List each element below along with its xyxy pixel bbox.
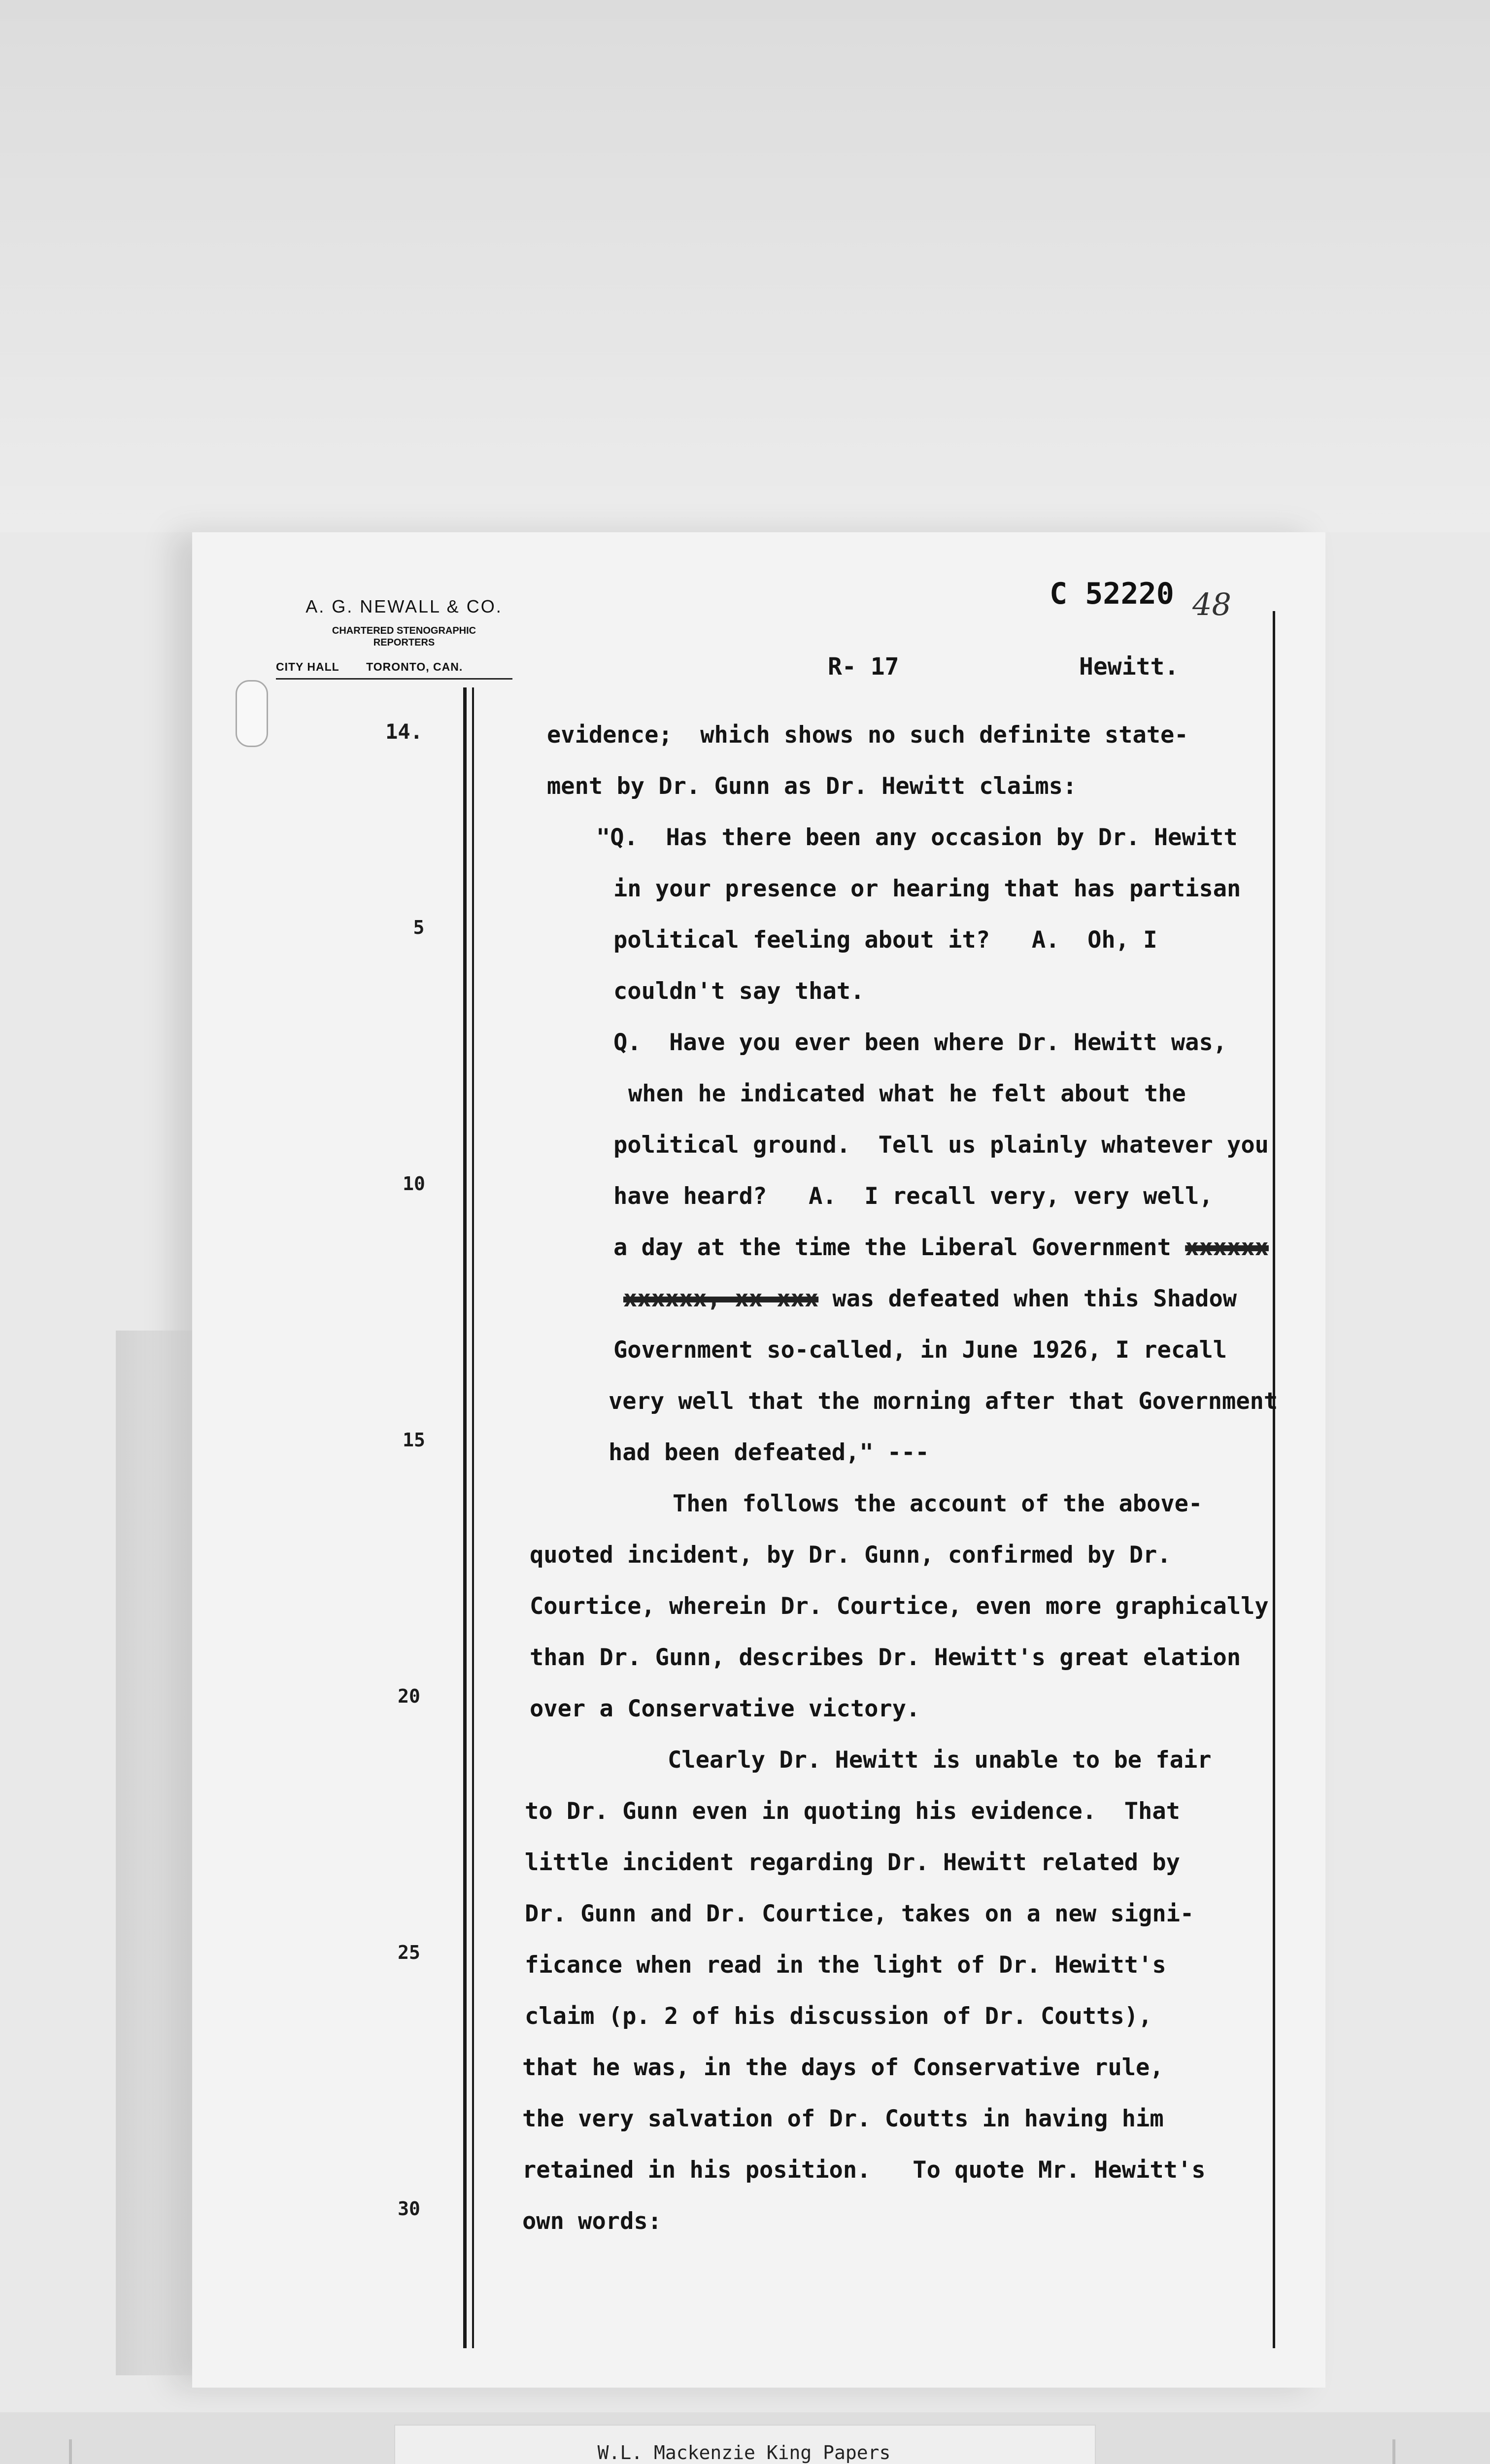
- letterhead-role-line1: CHARTERED STENOGRAPHIC: [332, 625, 476, 636]
- binder-hole: [236, 680, 268, 747]
- text-line-segment: was defeated when this Shadow: [832, 1285, 1237, 1312]
- text-line: the very salvation of Dr. Coutts in having him: [522, 2105, 1164, 2132]
- text-line: [613, 1233, 1269, 1263]
- text-line: Government so-called, in June 1926, I recall: [613, 1336, 1227, 1364]
- line-number: 20: [398, 1685, 420, 1707]
- line-number: 25: [398, 1942, 420, 1963]
- margin-rule-inner: [472, 687, 474, 2348]
- text-line: political feeling about it? A. Oh, I: [613, 926, 1157, 954]
- margin-rule: [463, 687, 467, 2348]
- letterhead-firm: A. G. NEWALL & CO.: [305, 596, 503, 616]
- line-number: 10: [403, 1173, 425, 1195]
- letterhead-location: [276, 660, 532, 674]
- struck-out-text: xxxxxx: [1185, 1234, 1269, 1261]
- line-number: 5: [413, 917, 425, 938]
- witness-name: Hewitt.: [1079, 653, 1179, 681]
- background: [0, 0, 1490, 532]
- text-line: had been defeated," ---: [609, 1439, 929, 1466]
- collection-name: W.L. Mackenzie King Papers: [597, 2442, 891, 2464]
- archive-id: C 52220: [1050, 577, 1174, 611]
- page-reference: R- 17: [828, 653, 899, 681]
- letterhead-role: [276, 625, 532, 649]
- letterhead-location-right: TORONTO, CAN.: [366, 660, 463, 673]
- letterhead-underline: [276, 678, 512, 680]
- text-line: quoted incident, by Dr. Gunn, confirmed by Dr.: [530, 1541, 1171, 1569]
- text-line: Then follows the account of the above-: [673, 1490, 1203, 1517]
- text-line: very well that the morning after that Government: [609, 1388, 1278, 1415]
- line-number: 15: [403, 1429, 425, 1451]
- text-line: when he indicated what he felt about the: [628, 1080, 1186, 1107]
- text-line: Clearly Dr. Hewitt is unable to be fair: [668, 1746, 1212, 1774]
- text-line: little incident regarding Dr. Hewitt related by: [525, 1849, 1180, 1876]
- text-line: ficance when read in the light of Dr. Hewitt's: [525, 1951, 1166, 1979]
- line-number: 30: [398, 2198, 420, 2220]
- text-line: evidence; which shows no such definite state-: [547, 721, 1188, 749]
- text-line: own words:: [522, 2208, 662, 2235]
- struck-out-text: xxxxxx, xx xxx: [623, 1285, 819, 1312]
- text-line: Q. Have you ever been where Dr. Hewitt was,: [613, 1029, 1227, 1056]
- text-line: have heard? A. I recall very, very well,: [613, 1183, 1213, 1210]
- text-line: "Q. Has there been any occasion by Dr. Hewitt: [596, 824, 1238, 851]
- text-line: in your presence or hearing that has partisan: [613, 875, 1241, 902]
- text-line: Dr. Gunn and Dr. Courtice, takes on a new signi-: [525, 1900, 1194, 1927]
- page-number: 14.: [385, 719, 423, 744]
- right-margin-rule: [1273, 611, 1275, 2348]
- text-line: claim (p. 2 of his discussion of Dr. Coutts),: [525, 2003, 1152, 2030]
- text-line: over a Conservative victory.: [530, 1695, 920, 1722]
- text-line-segment: a day at the time the Liberal Government: [613, 1234, 1171, 1261]
- text-line: that he was, in the days of Conservative rule,: [522, 2054, 1164, 2081]
- letterhead-location-left: CITY HALL: [276, 660, 339, 673]
- text-line: than Dr. Gunn, describes Dr. Hewitt's great elation: [530, 1644, 1241, 1671]
- text-line: political ground. Tell us plainly whatever you: [613, 1131, 1269, 1159]
- text-line: retained in his position. To quote Mr. Hewitt's: [522, 2156, 1206, 2184]
- text-line: [623, 1284, 1237, 1314]
- text-line: Courtice, wherein Dr. Courtice, even more graphically: [530, 1593, 1269, 1620]
- text-line: to Dr. Gunn even in quoting his evidence. That: [525, 1798, 1180, 1825]
- archive-handwritten-note: 48: [1192, 586, 1231, 622]
- letterhead-role-line2: REPORTERS: [373, 637, 435, 648]
- text-line: couldn't say that.: [613, 978, 865, 1005]
- text-line: ment by Dr. Gunn as Dr. Hewitt claims:: [547, 773, 1077, 800]
